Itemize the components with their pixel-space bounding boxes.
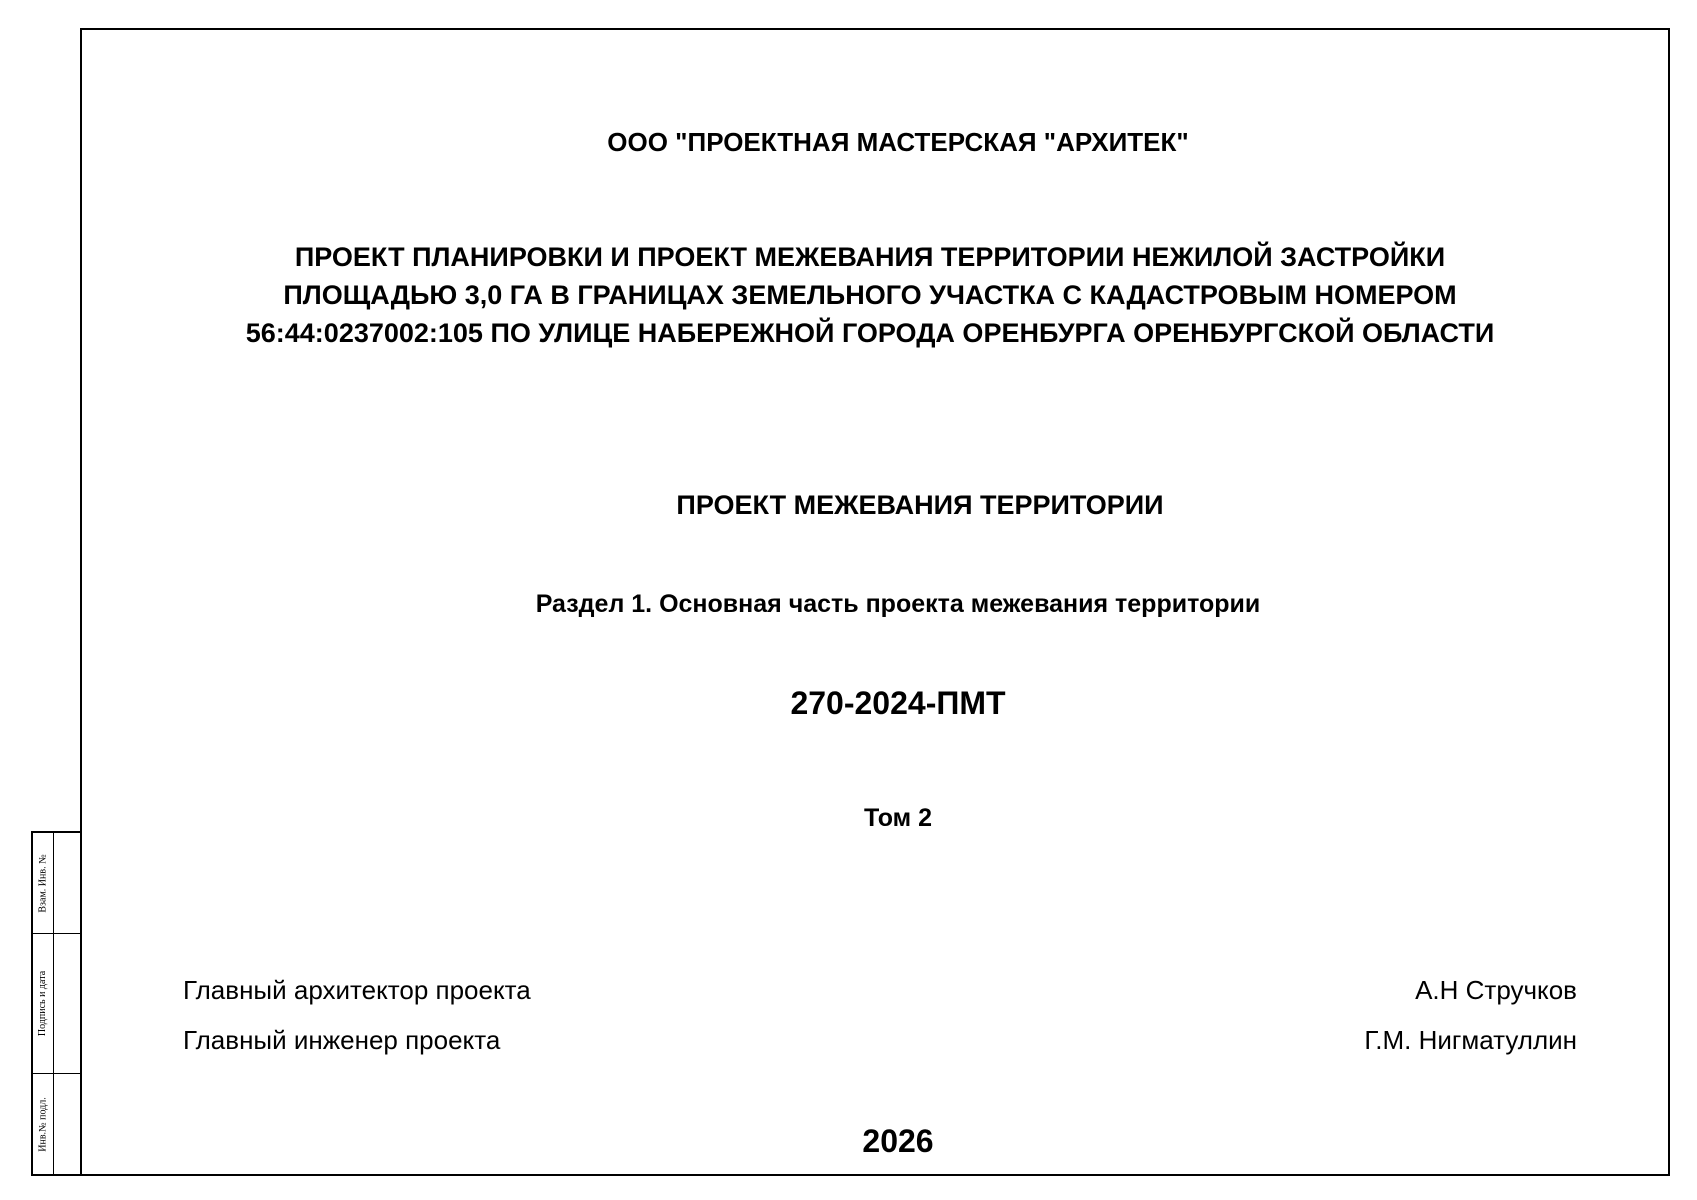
side-stamp-field-original: [33, 1073, 53, 1176]
side-stamp-field-label: Инв.№ подл.: [37, 1097, 49, 1152]
side-stamp-field-replacement: [33, 833, 53, 933]
side-stamp-field-label: Подпись и дата: [37, 970, 49, 1036]
project-title-line: ПРОЕКТ ПЛАНИРОВКИ И ПРОЕКТ МЕЖЕВАНИЯ ТЕРРИТОРИИ НЕЖИЛОЙ ЗАСТРОЙКИ: [294, 242, 1446, 272]
side-stamp: [31, 831, 82, 1176]
organization-name: ООО "ПРОЕКТНАЯ МАСТЕРСКАЯ "АРХИТЕК": [607, 127, 1189, 157]
project-title-line: 56:44:0237002:105 ПО УЛИЦЕ НАБЕРЕЖНОЙ ГОРОДА ОРЕНБУРГА ОРЕНБУРГСКОЙ ОБЛАСТИ: [245, 318, 1495, 348]
section-title: ПРОЕКТ МЕЖЕВАНИЯ ТЕРРИТОРИИ: [676, 490, 1164, 520]
document-year: 2026: [862, 1123, 934, 1159]
side-stamp-field-signature: [33, 933, 53, 1073]
signature-name: А.Н Стручков: [1415, 975, 1577, 1005]
signature-role: Главный архитектор проекта: [183, 975, 531, 1005]
signature-role: Главный инженер проекта: [183, 1025, 501, 1055]
document-code: 270-2024-ПМТ: [790, 685, 1006, 721]
project-title: [80, 238, 1660, 352]
subsection-title: Раздел 1. Основная часть проекта межевания территории: [535, 590, 1261, 618]
volume-number: Том 2: [864, 804, 932, 832]
signature-name: Г.М. Нигматуллин: [1364, 1025, 1577, 1055]
side-stamp-field-label: Взам. Инв. №: [37, 853, 49, 913]
side-stamp-divider: [53, 833, 54, 1174]
project-title-line: ПЛОЩАДЬЮ 3,0 ГА В ГРАНИЦАХ ЗЕМЕЛЬНОГО УЧАСТКА С КАДАСТРОВЫМ НОМЕРОМ: [283, 280, 1457, 310]
